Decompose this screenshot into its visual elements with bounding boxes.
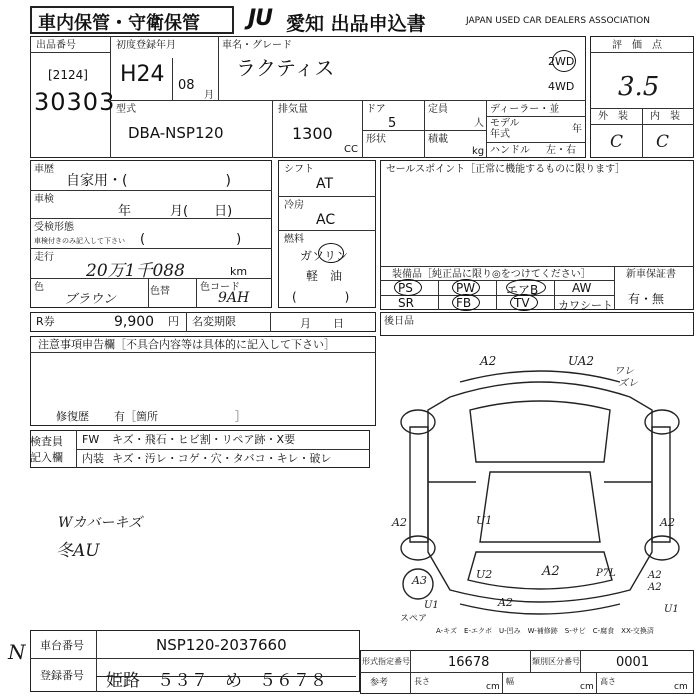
- damage-mark: A3: [412, 574, 427, 587]
- width-label: 幅: [506, 677, 514, 686]
- divider: [30, 190, 272, 191]
- recycle-unit: 円: [168, 315, 179, 328]
- equip-circle-tv: [510, 294, 538, 311]
- inspection-label: 車検: [34, 194, 54, 205]
- damage-mark: ズレ: [618, 378, 638, 389]
- warranty-value: 有・無: [628, 292, 665, 306]
- divider: [380, 266, 694, 267]
- fuel-label: 燃料: [284, 234, 304, 245]
- association-name: JAPAN USED CAR DEALERS ASSOCIATION: [466, 16, 650, 26]
- storage-title: 車内保管・守衛保管: [38, 13, 200, 34]
- divider: [596, 672, 597, 694]
- equip-aw: AW: [572, 281, 592, 295]
- divider: [272, 100, 273, 158]
- lot-number: 30303: [34, 88, 116, 116]
- equip-tv: TV: [514, 296, 530, 310]
- damage-mark: UA2: [568, 354, 595, 368]
- damage-mark: P7L: [596, 568, 616, 579]
- chassis-label: 車台番号: [40, 639, 84, 652]
- equip-airbag: エアB: [506, 283, 539, 297]
- divider: [614, 266, 615, 310]
- mileage-value: 20万1千088: [86, 261, 185, 281]
- mileage-label: 走行: [34, 252, 54, 263]
- class-label: 類別区分番号: [532, 657, 580, 666]
- divider: [530, 650, 531, 672]
- warranty-label: 新車保証書: [626, 269, 676, 280]
- divider: [580, 650, 581, 672]
- registration-month: 08: [178, 78, 195, 93]
- divider: [362, 130, 486, 131]
- damage-legend: A-キズ E-エクボ U-凹み W-補修跡 S-サビ C-腐食 XX-交換済: [436, 627, 654, 635]
- registration-month-unit: 月: [204, 90, 214, 101]
- divider: [30, 52, 110, 53]
- divider: [186, 312, 187, 332]
- type-label: 型式: [116, 104, 136, 115]
- drive-4wd: 4WD: [548, 80, 575, 93]
- divider: [438, 280, 439, 310]
- rear-items-label: 後日品: [384, 316, 414, 327]
- form-title: 愛知 出品申込書: [286, 13, 426, 35]
- divider: [96, 630, 97, 692]
- remark-line-2: 冬AU: [56, 541, 100, 561]
- displacement-label: 排気量: [278, 104, 308, 115]
- model-name-value: ラクティス: [236, 56, 335, 80]
- inspector-interior-tag: 内装: [82, 452, 104, 465]
- divider: [486, 116, 586, 117]
- displacement-unit: CC: [344, 144, 358, 155]
- door-label: ドア: [366, 104, 386, 115]
- damage-mark: U1: [664, 604, 679, 615]
- damage-mark: U1: [476, 514, 493, 527]
- load-unit: kg: [472, 146, 485, 157]
- expiry-label: 名変期限: [192, 315, 236, 328]
- type-value: DBA-NSP120: [128, 124, 224, 142]
- interior-grade: C: [656, 132, 670, 152]
- exterior-label: 外 装: [598, 111, 628, 122]
- divider: [642, 108, 643, 158]
- capacity-label: 定員: [428, 104, 448, 115]
- notes-label: 注意事項申告欄［不具合内容等は具体的に記入して下さい］: [38, 338, 335, 351]
- height-label: 高さ: [600, 677, 616, 686]
- ref-label: 参考: [370, 678, 389, 688]
- model-name-label: 車名・グレード: [222, 40, 292, 51]
- fuel-circle: [318, 243, 344, 263]
- divider: [486, 142, 586, 143]
- strike-line: [96, 676, 356, 677]
- divider: [554, 280, 555, 310]
- divider: [278, 196, 376, 197]
- equip-circle-ps: [394, 279, 422, 296]
- divider: [278, 230, 376, 231]
- year-label: 年式: [490, 129, 510, 140]
- damage-mark: U2: [476, 568, 493, 581]
- drive-2wd: 2WD: [548, 55, 575, 68]
- divider: [76, 449, 370, 450]
- divider: [502, 672, 503, 694]
- inspector-fw-items: キズ・飛石・ヒビ割・リペア跡・X要: [112, 433, 296, 446]
- divider: [270, 312, 271, 332]
- divider: [380, 295, 614, 296]
- history-value: 自家用・( ): [66, 173, 231, 189]
- equipment-label: 装備品［純正品に限り◎をつけてください］: [392, 269, 591, 280]
- damage-mark: A2: [392, 516, 407, 529]
- rear-items-frame: [380, 312, 694, 336]
- divider: [486, 100, 487, 158]
- height-unit: cm: [674, 682, 688, 692]
- damage-mark: ワレ: [614, 366, 634, 377]
- divider: [30, 248, 272, 249]
- year-unit: 年: [572, 124, 582, 135]
- lot-sub-code: [2124]: [48, 68, 88, 82]
- divider: [30, 658, 360, 659]
- accept-value: ( ): [140, 232, 242, 247]
- color-code-value: 9AH: [218, 290, 250, 306]
- entry-label: 記入欄: [30, 451, 63, 464]
- displacement-value: 1300: [292, 124, 333, 143]
- drive-2wd-circle: [552, 50, 576, 72]
- damage-mark: A2: [480, 354, 497, 368]
- color-label: 色: [34, 282, 44, 293]
- chassis-value: NSP120-2037660: [156, 636, 287, 654]
- type-designation-value: 16678: [448, 655, 490, 670]
- ju-logo: JU: [248, 6, 273, 31]
- divider: [30, 352, 376, 353]
- length-label: 長さ: [414, 677, 430, 686]
- color-value: ブラウン: [64, 292, 117, 307]
- length-unit: cm: [486, 682, 500, 692]
- width-unit: cm: [580, 682, 594, 692]
- recycle-value: 9,900: [114, 314, 155, 330]
- score-label: 評 価 点: [612, 40, 662, 51]
- equip-pw: PW: [456, 281, 476, 295]
- door-value: 5: [388, 116, 397, 131]
- margin-mark: N: [8, 640, 26, 664]
- divider: [424, 100, 425, 158]
- equip-fb: FB: [456, 296, 472, 310]
- exterior-grade: C: [610, 132, 624, 152]
- damage-mark: U1: [424, 600, 439, 611]
- color-code-label: 色コード: [200, 282, 240, 293]
- inspector-fw-tag: FW: [82, 433, 100, 446]
- capacity-unit: 人: [474, 118, 484, 129]
- damage-mark: A2: [542, 564, 560, 579]
- inspection-value: 年 月( 日): [118, 204, 233, 219]
- damage-mark: A2: [648, 582, 662, 593]
- divider: [590, 52, 694, 53]
- shift-value: AT: [316, 176, 334, 192]
- fuel-gasoline: ガソリン: [300, 249, 349, 263]
- repair-label: 修復歴: [56, 410, 89, 423]
- score-value: 3.5: [618, 72, 660, 102]
- handle-label: ハンドル: [490, 145, 530, 156]
- divider: [148, 278, 149, 308]
- remark-line-1: Wカバーキズ: [58, 515, 143, 531]
- divider: [496, 280, 497, 310]
- damage-mark: A2: [648, 570, 662, 581]
- divider: [196, 278, 197, 308]
- recycle-label: R券: [36, 315, 55, 328]
- lot-label: 出品番号: [36, 40, 76, 51]
- spare-label: スペア: [400, 614, 428, 624]
- equip-sr: SR: [398, 296, 414, 310]
- handle-value: 左・右: [546, 145, 576, 156]
- ac-value: AC: [316, 212, 336, 228]
- registration-label: 初度登録年月: [116, 40, 176, 51]
- dealer-label: ディーラー・並: [490, 104, 560, 115]
- inspector-label: 検査員: [30, 435, 63, 448]
- sales-point-label: セールスポイント［正常に機能するものに限ります］: [386, 164, 626, 175]
- model-year-label: モデル: [490, 118, 520, 129]
- damage-mark: A2: [498, 596, 513, 609]
- history-label: 車歴: [34, 164, 54, 175]
- ac-label: 冷房: [284, 200, 304, 211]
- equip-ps: PS: [398, 281, 413, 295]
- mileage-unit: km: [230, 265, 248, 278]
- accept-note: 車検付きのみ記入して下さい: [34, 237, 125, 245]
- equip-leather-seat: カワシート: [558, 299, 613, 312]
- divider: [410, 650, 411, 694]
- equip-circle-fb: [452, 294, 480, 311]
- divider: [218, 36, 219, 100]
- plate-label: 登録番号: [40, 669, 84, 682]
- type-designation-label: 形式指定番号: [362, 657, 410, 666]
- shift-label: シフト: [284, 164, 314, 175]
- plate-value: 姫路 ５３７ め ５６７８: [106, 671, 327, 691]
- accept-label: 受検形態: [34, 222, 74, 233]
- damage-mark: A2: [660, 516, 675, 529]
- registration-era-year: H24: [120, 62, 165, 87]
- class-value: 0001: [616, 655, 650, 670]
- divider: [362, 100, 363, 158]
- expiry-value: 月 日: [300, 317, 344, 330]
- interior-label: 内 装: [650, 111, 680, 122]
- repair-value: 有［箇所 ］: [114, 410, 246, 423]
- inspector-interior-items: キズ・汚レ・コゲ・穴・タバコ・キレ・破レ: [112, 452, 332, 465]
- shape-label: 形状: [366, 134, 386, 145]
- load-label: 積載: [428, 134, 448, 145]
- divider: [110, 100, 586, 101]
- repaint-label: 色替: [150, 286, 170, 297]
- fuel-other: ( ): [292, 290, 350, 304]
- fuel-diesel: 軽 油: [306, 269, 343, 283]
